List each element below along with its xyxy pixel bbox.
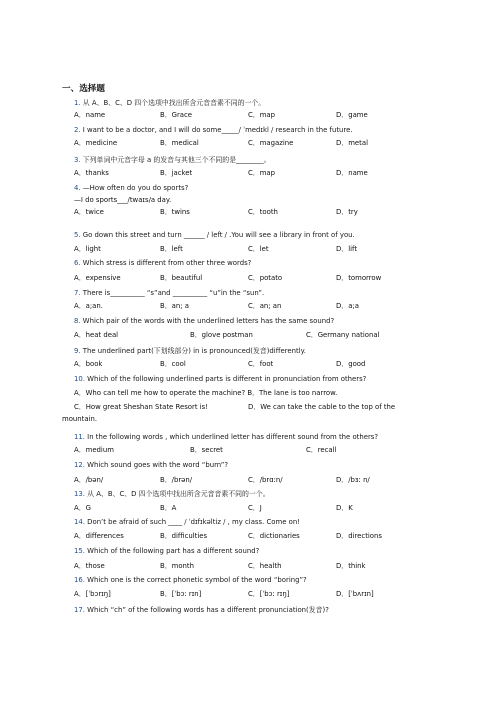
answer-option[interactable]: D．name <box>336 169 368 177</box>
answer-option[interactable]: A．name <box>74 111 106 119</box>
question-stem <box>74 461 228 470</box>
question-stem <box>74 126 353 135</box>
question-stem <box>74 576 307 585</box>
answer-option[interactable]: A．expensive <box>74 274 121 282</box>
answer-option[interactable]: B．jacket <box>160 169 193 177</box>
question-stem <box>74 289 264 298</box>
question-number: 4. <box>74 184 81 192</box>
answer-option[interactable]: B．left <box>160 245 183 253</box>
answer-option[interactable]: A．light <box>74 245 101 253</box>
question-number: 7. <box>74 289 81 297</box>
answer-option[interactable]: B．secret <box>190 446 223 454</box>
answer-option[interactable]: C．map <box>248 169 276 177</box>
answer-option[interactable]: C．an; an <box>248 302 282 310</box>
answer-option[interactable]: C．[ˈbɔː rɪŋ] <box>248 590 290 598</box>
question-text: I want to be a doctor, and I will do some_____/ ˈmedɪkl / research in the future. <box>82 126 353 134</box>
question-number: 3. <box>74 156 81 164</box>
question-stem <box>74 606 329 615</box>
question-number: 14. <box>74 518 85 526</box>
question-stem <box>74 259 251 268</box>
answer-option[interactable]: B．[ˈbɔː rɪn] <box>160 590 202 598</box>
answer-option[interactable]: C．dictionaries <box>248 532 300 540</box>
answer-option[interactable]: C．/brɑːn/ <box>248 476 283 484</box>
question-stem <box>74 184 188 193</box>
answer-option[interactable]: D．directions <box>336 532 382 540</box>
question-stem <box>74 317 334 326</box>
answer-option[interactable]: C．recall <box>306 446 337 454</box>
answer-option[interactable]: A．G <box>74 504 91 512</box>
answer-option[interactable]: B．cool <box>160 360 186 368</box>
question-stem <box>74 490 270 499</box>
answer-option[interactable]: B．difficulties <box>160 532 208 540</box>
question-text: Which one is the correct phonetic symbol of the word “boring”? <box>87 576 307 584</box>
question-number: 13. <box>74 490 85 498</box>
question-stem <box>74 156 271 165</box>
answer-option[interactable]: A．medium <box>74 446 114 454</box>
answer-option[interactable]: D．try <box>336 208 358 216</box>
question-number: 10. <box>74 375 85 383</box>
answer-option[interactable]: C．magazine <box>248 139 294 147</box>
question-number: 16. <box>74 576 85 584</box>
question-text: In the following words , which underlined letter has different sound from the others? <box>87 433 379 441</box>
answer-option[interactable]: C．How great Sheshan State Resort is! <box>74 403 208 411</box>
answer-option[interactable]: A．[ˈbɔrɪŋ] <box>74 590 111 598</box>
answer-option[interactable]: D．a;a <box>336 302 359 310</box>
answer-option[interactable]: B．twins <box>160 208 190 216</box>
question-stem <box>74 518 300 527</box>
question-text: Which “ch” of the following words has a different pronunciation(发音)? <box>87 606 329 614</box>
question-text: 下列单词中元音字母 a 的发音与其他三个不同的是________。 <box>82 156 271 164</box>
question-text: Go down this street and turn ______ / left / .You will see a library in front of you. <box>82 231 355 239</box>
answer-option[interactable]: A．twice <box>74 208 104 216</box>
question-number: 9. <box>74 347 81 355</box>
question-text-line2: —I do sports___/twaɪs/a day. <box>74 196 172 204</box>
answer-option[interactable]: B．an; a <box>160 302 189 310</box>
answer-option[interactable]: C．let <box>248 245 269 253</box>
option-continuation: mountain. <box>62 415 98 423</box>
question-number: 11. <box>74 433 85 441</box>
question-stem <box>74 547 259 556</box>
question-text: The underlined part(下划线部分) in is pronounced(发音)differently. <box>82 347 306 355</box>
answer-option[interactable]: A．heat deal <box>74 331 119 339</box>
answer-option[interactable]: B．month <box>160 562 194 570</box>
answer-option-ab[interactable]: A．Who can tell me how to operate the machine? B．The lane is too narrow. <box>74 389 338 397</box>
answer-option[interactable]: C．J <box>248 504 262 512</box>
question-number: 17. <box>74 606 85 614</box>
question-text: There is__________ “s”and __________ “u”in the “sun”. <box>82 289 265 297</box>
answer-option[interactable]: B．/brən/ <box>160 476 193 484</box>
question-stem <box>74 375 366 384</box>
question-number: 12. <box>74 461 85 469</box>
answer-option[interactable]: C．potato <box>248 274 283 282</box>
question-stem <box>74 347 306 356</box>
answer-option[interactable]: D．tomorrow <box>336 274 382 282</box>
answer-option[interactable]: D．We can take the cable to the top of the <box>248 403 396 411</box>
question-text: Which pair of the words with the underlined letters has the same sound? <box>82 317 335 325</box>
answer-option[interactable]: D．K <box>336 504 353 512</box>
answer-option[interactable]: D．/bɜː n/ <box>336 476 370 484</box>
answer-option[interactable]: D．metal <box>336 139 368 147</box>
question-number: 6. <box>74 259 81 267</box>
answer-option[interactable]: B．Grace <box>160 111 193 119</box>
answer-option[interactable]: C．tooth <box>248 208 278 216</box>
answer-option[interactable]: C．map <box>248 111 276 119</box>
question-text: Which of the following underlined parts is different in pronunciation from others? <box>87 375 367 383</box>
question-text: Which stress is different from other three words? <box>82 259 252 267</box>
answer-option[interactable]: C．foot <box>248 360 274 368</box>
question-text: —How often do you do sports? <box>82 184 189 192</box>
answer-option[interactable]: A．differences <box>74 532 124 540</box>
answer-option[interactable]: D．[ˈbʌrɪn] <box>336 590 374 598</box>
answer-option[interactable]: B．beautiful <box>160 274 203 282</box>
question-text: Don’t be afraid of such ____ / ˈdɪfɪkəltiz / , my class. Come on! <box>87 518 301 526</box>
answer-option[interactable]: B．A <box>160 504 177 512</box>
question-number: 5. <box>74 231 81 239</box>
section-title: 一、选择题 <box>62 84 105 94</box>
answer-option[interactable]: A．book <box>74 360 103 368</box>
answer-option[interactable]: A．thanks <box>74 169 109 177</box>
question-text: Which sound goes with the word “burn”? <box>87 461 229 469</box>
question-stem <box>74 99 265 108</box>
answer-option[interactable]: D．think <box>336 562 366 570</box>
answer-option[interactable]: D．game <box>336 111 368 119</box>
answer-option[interactable]: D．good <box>336 360 366 368</box>
question-text: 从 A、B、C、D 四个选项中找出所含元音音素不同的一个。 <box>87 490 270 498</box>
question-text: 从 A、B、C、D 四个选项中找出所含元音音素不同的一个。 <box>82 99 266 107</box>
question-text: Which of the following part has a different sound? <box>87 547 260 555</box>
answer-option[interactable]: B．glove postman <box>190 331 253 339</box>
answer-option[interactable]: A．/bən/ <box>74 476 104 484</box>
question-stem <box>74 231 355 240</box>
answer-option[interactable]: A．a;an. <box>74 302 103 310</box>
answer-option[interactable]: C．Germany national <box>306 331 380 339</box>
answer-option[interactable]: B．medical <box>160 139 199 147</box>
answer-option[interactable]: A．those <box>74 562 105 570</box>
question-number: 15. <box>74 547 85 555</box>
answer-option[interactable]: C．health <box>248 562 282 570</box>
answer-option[interactable]: D．lift <box>336 245 358 253</box>
answer-option[interactable]: A．medicine <box>74 139 118 147</box>
question-stem <box>74 433 378 442</box>
question-number: 8. <box>74 317 81 325</box>
question-number: 1. <box>74 99 81 107</box>
question-number: 2. <box>74 126 81 134</box>
